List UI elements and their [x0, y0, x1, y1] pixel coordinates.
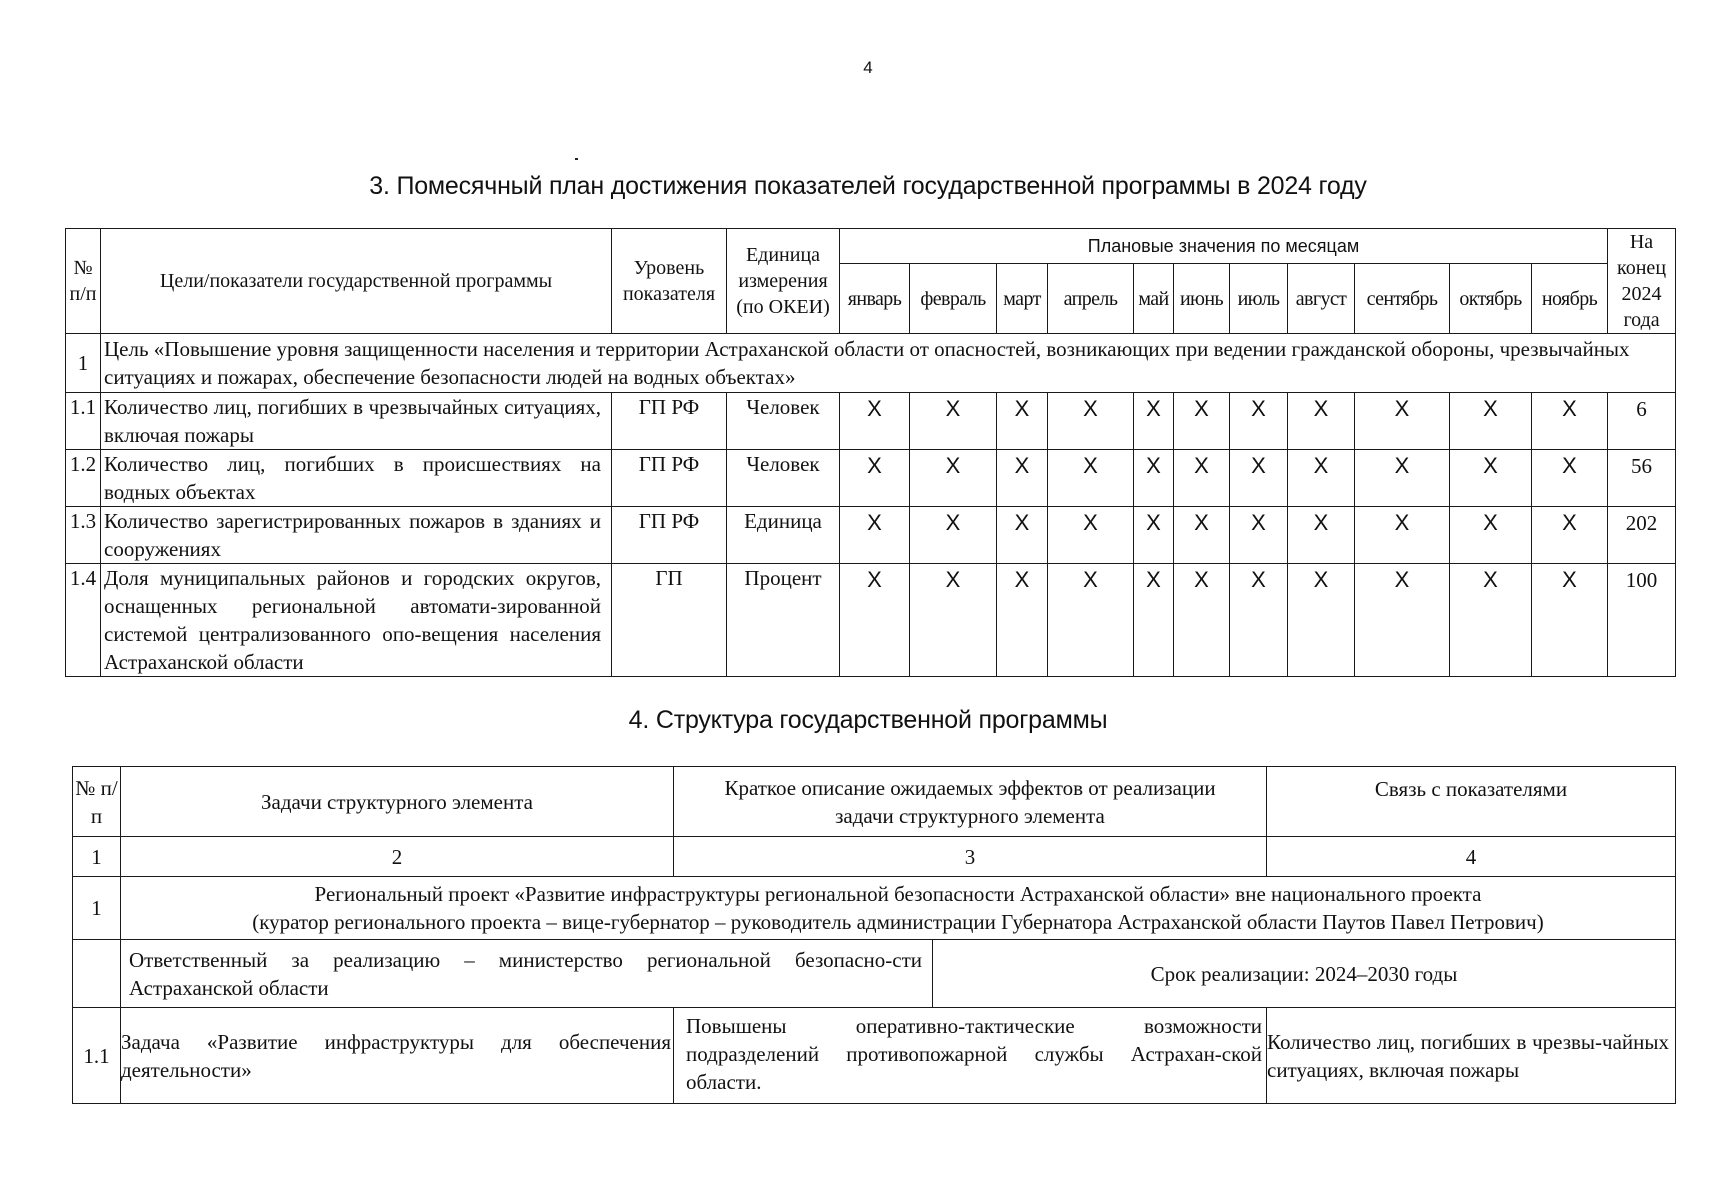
month-value-mark: X [840, 564, 910, 677]
link-text: Количество лиц, погибших в чрезвы-чайных ситуациях, включая пожары [1267, 1008, 1676, 1104]
month-value-mark: X [910, 450, 997, 507]
month-value-mark: X [910, 393, 997, 450]
project-num: 1 [73, 877, 121, 940]
end-of-year-value: 100 [1608, 564, 1676, 677]
month-value-mark: X [1230, 393, 1288, 450]
index-cell: 3 [674, 837, 1267, 877]
indicator-num: 1.1 [66, 393, 101, 450]
program-structure-table [72, 766, 1676, 1104]
month-header: октябрь [1450, 264, 1532, 334]
month-value-mark: X [1048, 507, 1134, 564]
task-row [73, 1008, 1676, 1104]
month-value-mark: X [1532, 507, 1608, 564]
stray-mark [575, 158, 578, 160]
effect-text: Повышены оперативно-тактические возможности подразделений противопожарной службы Астрахан-ской области. [674, 1008, 1267, 1104]
section4-title: 4. Структура государственной программы [628, 706, 1108, 734]
month-header: август [1288, 264, 1355, 334]
indicator-unit: Процент [727, 564, 840, 677]
month-value-mark: X [1450, 450, 1532, 507]
col-header-end-of-year: На конец 2024 года [1608, 229, 1676, 334]
indicator-row [66, 564, 1676, 677]
month-header: июль [1230, 264, 1288, 334]
month-value-mark: X [1134, 507, 1174, 564]
structure-header-link: Связь с показателями [1267, 767, 1676, 837]
month-value-mark: X [997, 564, 1048, 677]
month-header: март [997, 264, 1048, 334]
month-value-mark: X [997, 450, 1048, 507]
month-value-mark: X [1174, 393, 1230, 450]
indicator-name: Количество лиц, погибших в чрезвычайных ситуациях, включая пожары [101, 393, 612, 450]
indicator-num: 1.4 [66, 564, 101, 677]
indicator-unit: Человек [727, 393, 840, 450]
structure-header-row [73, 767, 1676, 837]
month-header: июнь [1174, 264, 1230, 334]
month-value-mark: X [1048, 450, 1134, 507]
month-value-mark: X [1355, 450, 1450, 507]
month-header: февраль [910, 264, 997, 334]
col-header-name: Цели/показатели государственной программы [101, 229, 612, 334]
indicator-level: ГП РФ [612, 393, 727, 450]
col-header-unit: Единица измерения (по ОКЕИ) [727, 229, 840, 334]
end-of-year-value: 202 [1608, 507, 1676, 564]
month-header: ноябрь [1532, 264, 1608, 334]
structure-header-num: № п/п [73, 767, 121, 837]
month-header: май [1134, 264, 1174, 334]
month-value-mark: X [840, 507, 910, 564]
structure-index-row [73, 837, 1676, 877]
month-value-mark: X [1355, 393, 1450, 450]
month-value-mark: X [1450, 564, 1532, 677]
indicator-name: Количество лиц, погибших в происшествиях на водных объектах [101, 450, 612, 507]
month-value-mark: X [1288, 507, 1355, 564]
month-value-mark: X [1450, 507, 1532, 564]
indicator-num: 1.2 [66, 450, 101, 507]
indicator-row [66, 393, 1676, 450]
indicator-name: Количество зарегистрированных пожаров в зданиях и сооружениях [101, 507, 612, 564]
month-value-mark: X [1174, 450, 1230, 507]
indicator-unit: Человек [727, 450, 840, 507]
month-value-mark: X [1230, 564, 1288, 677]
responsible-row [73, 940, 1676, 1008]
month-value-mark: X [1134, 564, 1174, 677]
empty-cell [73, 940, 121, 1008]
structure-header-tasks: Задачи структурного элемента [121, 767, 674, 837]
month-value-mark: X [1134, 450, 1174, 507]
indicator-row [66, 507, 1676, 564]
col-header-level: Уровень показателя [612, 229, 727, 334]
project-row [73, 877, 1676, 940]
task-num: 1.1 [73, 1008, 121, 1104]
page-number: 4 [863, 58, 873, 77]
month-value-mark: X [1355, 507, 1450, 564]
monthly-plan-table [65, 228, 1676, 677]
month-value-mark: X [840, 450, 910, 507]
month-value-mark: X [1230, 507, 1288, 564]
task-text: Задача «Развитие инфраструктуры для обеспечения деятельности» [121, 1008, 674, 1104]
month-value-mark: X [997, 393, 1048, 450]
indicator-name: Доля муниципальных районов и городских округов, оснащенных региональной автомати-зированной системой централизованного опо-вещения населения Астраханской области [101, 564, 612, 677]
end-of-year-value: 6 [1608, 393, 1676, 450]
month-value-mark: X [1355, 564, 1450, 677]
month-value-mark: X [997, 507, 1048, 564]
month-value-mark: X [1048, 393, 1134, 450]
month-value-mark: X [1174, 564, 1230, 677]
month-value-mark: X [1532, 393, 1608, 450]
month-value-mark: X [910, 564, 997, 677]
term-text: Срок реализации: 2024–2030 годы [933, 940, 1676, 1008]
month-value-mark: X [1288, 564, 1355, 677]
month-value-mark: X [1134, 393, 1174, 450]
month-value-mark: X [1174, 507, 1230, 564]
goal-row [66, 334, 1676, 393]
indicator-num: 1.3 [66, 507, 101, 564]
goal-num: 1 [66, 334, 101, 393]
responsible-text: Ответственный за реализацию – министерство региональной безопасно-сти Астраханской области [121, 940, 933, 1008]
month-value-mark: X [1532, 564, 1608, 677]
month-value-mark: X [910, 507, 997, 564]
index-cell: 1 [73, 837, 121, 877]
end-of-year-value: 56 [1608, 450, 1676, 507]
month-header: сентябрь [1355, 264, 1450, 334]
project-cell [121, 877, 1676, 940]
goal-text: Цель «Повышение уровня защищенности населения и территории Астраханской области от опасностей, возникающих при ведении гражданской обороны, чрезвычайных ситуациях и пожарах, обеспечение безопасности людей на водных объектах» [101, 334, 1676, 393]
indicator-level: ГП [612, 564, 727, 677]
month-value-mark: X [840, 393, 910, 450]
section3-title: 3. Помесячный план достижения показателей государственной программы в 2024 году [369, 172, 1367, 200]
index-cell: 2 [121, 837, 674, 877]
month-value-mark: X [1230, 450, 1288, 507]
indicator-level: ГП РФ [612, 507, 727, 564]
month-header: январь [840, 264, 910, 334]
month-value-mark: X [1288, 393, 1355, 450]
month-value-mark: X [1450, 393, 1532, 450]
project-curator: (куратор регионального проекта – вице-губернатор – руководитель администрации Губернатора Астраханской области Паутов Павел Петрович) [252, 910, 1544, 934]
month-header: апрель [1048, 264, 1134, 334]
indicator-level: ГП РФ [612, 450, 727, 507]
structure-header-effects: Краткое описание ожидаемых эффектов от реализации задачи структурного элемента [674, 767, 1267, 837]
month-value-mark: X [1288, 450, 1355, 507]
month-value-mark: X [1532, 450, 1608, 507]
col-header-months-group: Плановые значения по месяцам [840, 229, 1608, 264]
indicator-unit: Единица [727, 507, 840, 564]
index-cell: 4 [1267, 837, 1676, 877]
col-header-num: № п/п [66, 229, 101, 334]
project-title: Региональный проект «Развитие инфраструктуры региональной безопасности Астраханской области» вне национального проекта [314, 882, 1482, 906]
indicator-row [66, 450, 1676, 507]
month-value-mark: X [1048, 564, 1134, 677]
